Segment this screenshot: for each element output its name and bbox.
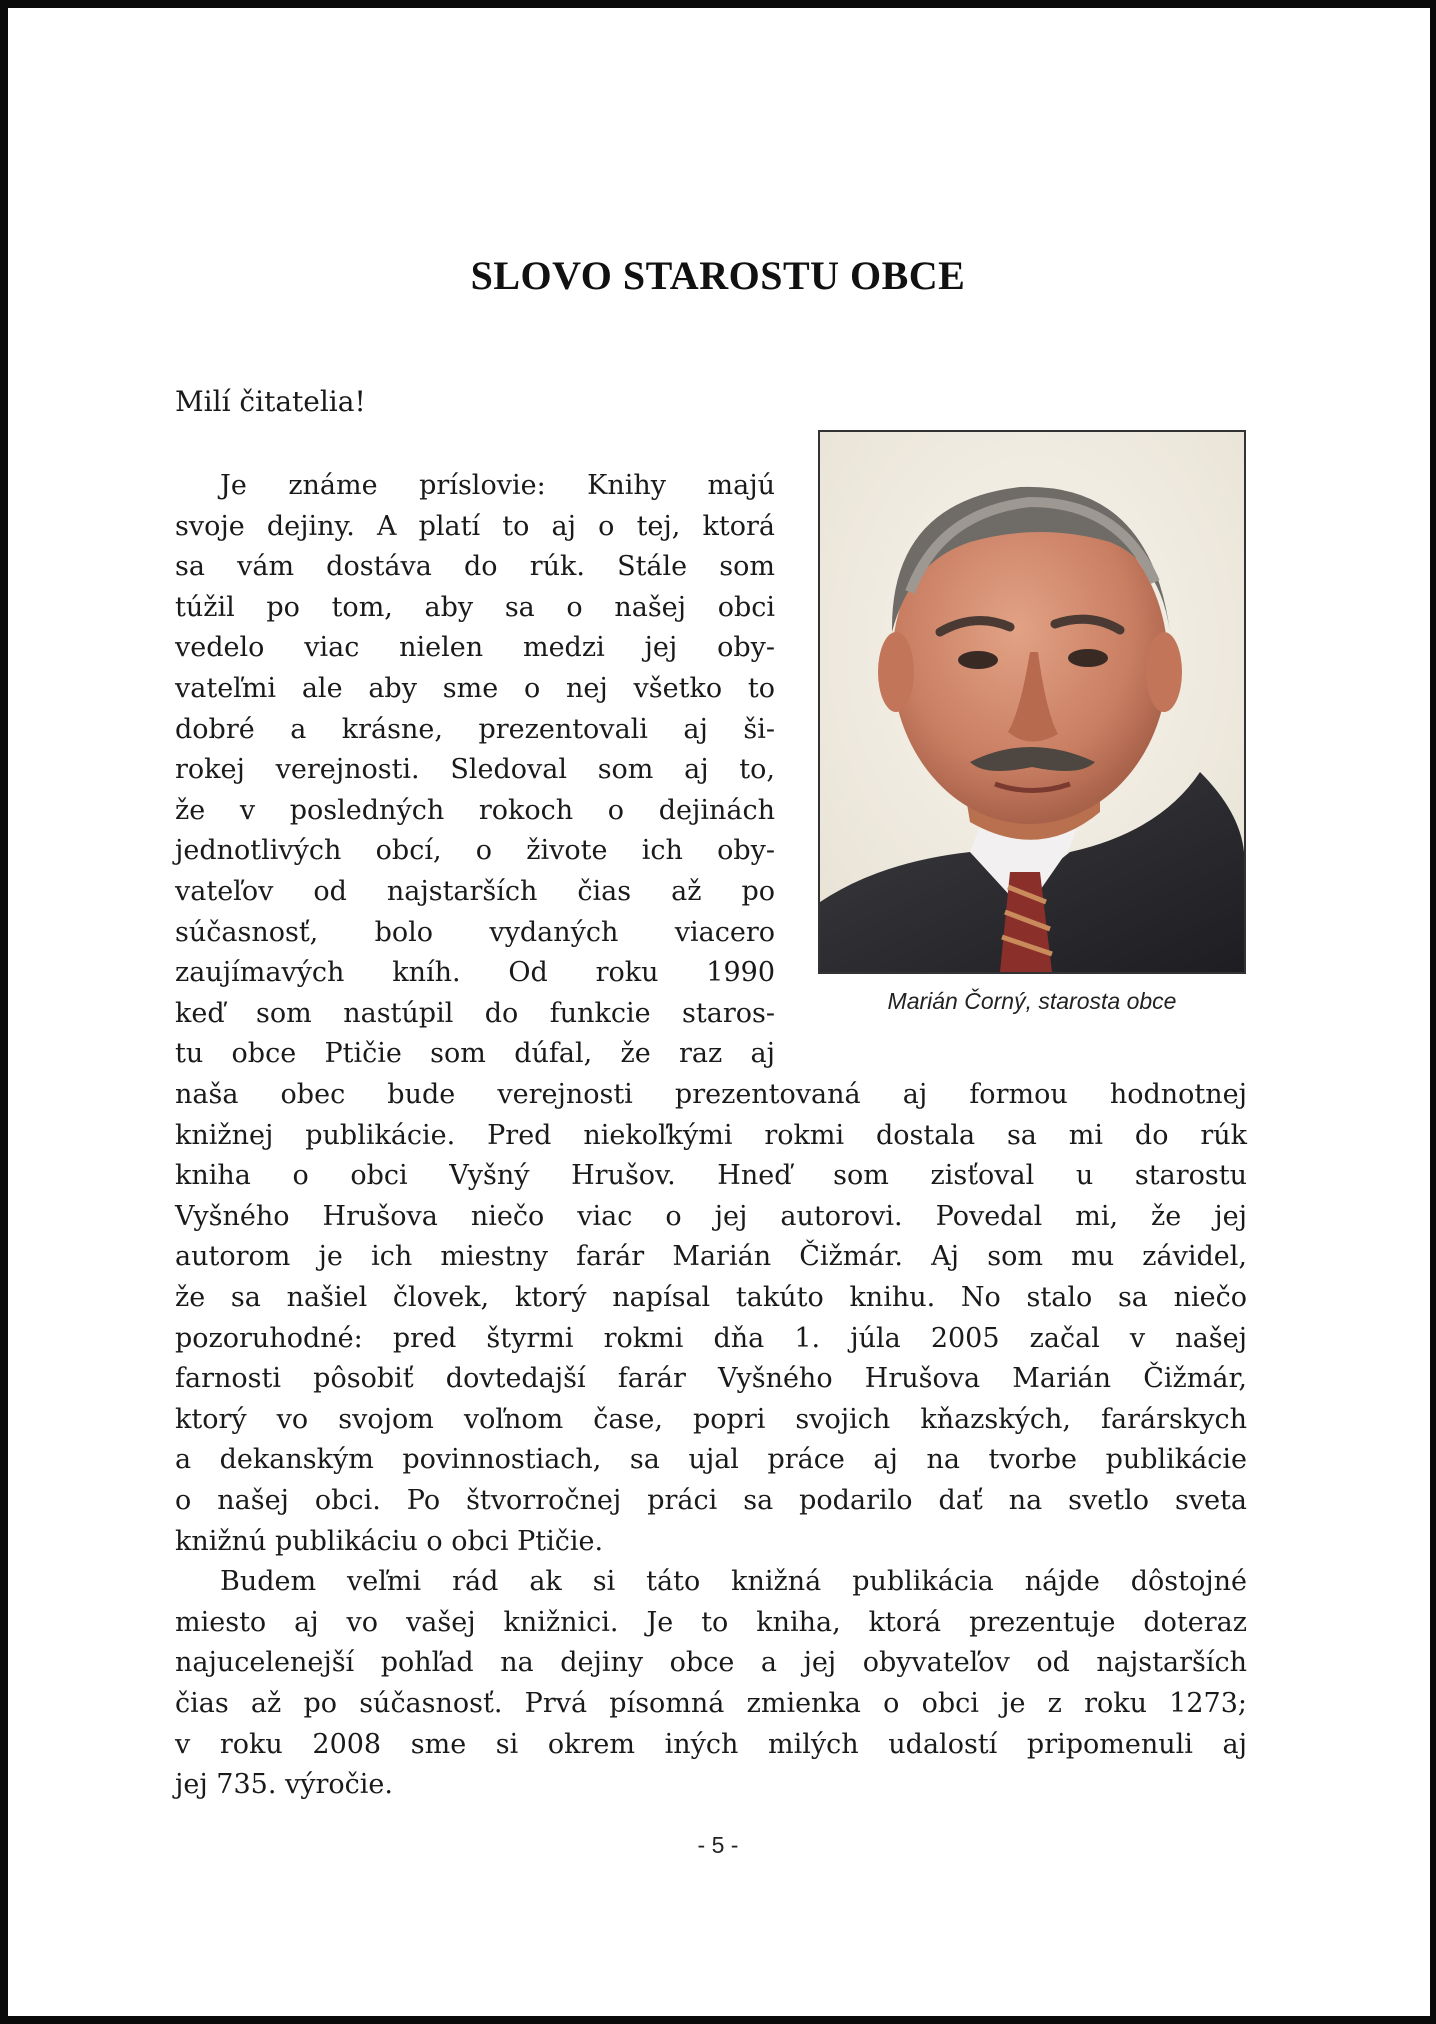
text-line: keď som nastúpil do funkcie staros- <box>175 997 775 1029</box>
text-line: svoje dejiny. A platí to aj o tej, ktorá <box>175 510 775 542</box>
page-number: - 5 - <box>697 1832 739 1858</box>
text-line: v roku 2008 sme si okrem iných milých udalostí pripomenuli aj <box>175 1728 1247 1760</box>
photo-caption: Marián Čorný, starosta obce <box>887 988 1177 1014</box>
text-line: a dekanským povinnostiach, sa ujal práce aj na tvorbe publikácie <box>175 1444 1247 1476</box>
text-line: súčasnosť, bolo vydaných viacero <box>175 916 775 948</box>
page-title: SLOVO STAROSTU OBCE <box>470 253 966 298</box>
text-line: o našej obci. Po štvorročnej práci sa podarilo dať na svetlo sveta <box>175 1484 1247 1516</box>
text-line: miesto aj vo vašej knižnici. Je to kniha, ktorá prezentuje doteraz <box>175 1606 1247 1638</box>
text-line: pozoruhodné: pred štyrmi rokmi dňa 1. júla 2005 začal v našej <box>175 1322 1247 1354</box>
text-line: že sa našiel človek, ktorý napísal takúto knihu. No stalo sa niečo <box>175 1281 1247 1313</box>
text-line: Vyšného Hrušova niečo viac o jej autorovi. Povedal mi, že jej <box>175 1200 1247 1232</box>
text-column-beside-photo <box>175 466 775 1075</box>
text-line: kniha o obci Vyšný Hrušov. Hneď som zisťoval u starostu <box>175 1160 1247 1192</box>
text-line: Je známe príslovie: Knihy majú <box>220 470 775 501</box>
text-line: dobré a krásne, prezentovali aj ši- <box>175 713 775 745</box>
text-line: vedelo viac nielen medzi jej oby- <box>175 632 775 664</box>
text-line: knižnú publikáciu o obci Ptičie. <box>175 1525 604 1557</box>
text-line: túžil po tom, aby sa o našej obci <box>175 591 775 623</box>
text-line: sa vám dostáva do rúk. Stále som <box>175 551 775 583</box>
text-line: vateľov od najstarších čias až po <box>175 875 775 907</box>
text-line: jej 735. výročie. <box>175 1769 393 1801</box>
text-line: tu obce Ptičie som dúfal, že raz aj <box>175 1038 775 1070</box>
text-line: knižnej publikácie. Pred niekoľkými rokmi dostala sa mi do rúk <box>175 1119 1247 1151</box>
text-line: najucelenejší pohľad na dejiny obce a jej obyvateľov od najstarších <box>175 1647 1247 1679</box>
text-line: jednotlivých obcí, o živote ich oby- <box>175 835 775 867</box>
salutation: Milí čitatelia! <box>175 385 366 418</box>
text-line: čias až po súčasnosť. Prvá písomná zmienka o obci je z roku 1273; <box>175 1687 1247 1719</box>
text-line: autorom je ich miestny farár Marián Čižmár. Aj som mu závidel, <box>175 1241 1247 1273</box>
text-line: ktorý vo svojom voľnom čase, popri svojich kňazských, farárskych <box>175 1403 1247 1435</box>
text-line: že v posledných rokoch o dejinách <box>175 794 775 826</box>
text-line: rokej verejnosti. Sledoval som aj to, <box>175 754 775 786</box>
text-line: naša obec bude verejnosti prezentovaná aj formou hodnotnej <box>175 1079 1247 1110</box>
text-line: Budem veľmi rád ak si táto knižná publikácia nájde dôstojné <box>220 1566 1247 1598</box>
text-line: zaujímavých kníh. Od roku 1990 <box>175 957 775 989</box>
portrait-photo <box>818 430 1246 974</box>
text-line: vateľmi ale aby sme o nej všetko to <box>175 672 775 704</box>
text-line: farnosti pôsobiť dovtedajší farár Vyšného Hrušova Marián Čižmár, <box>175 1363 1247 1395</box>
portrait-illustration <box>820 432 1244 972</box>
text-body-full-width <box>175 1075 1247 1806</box>
